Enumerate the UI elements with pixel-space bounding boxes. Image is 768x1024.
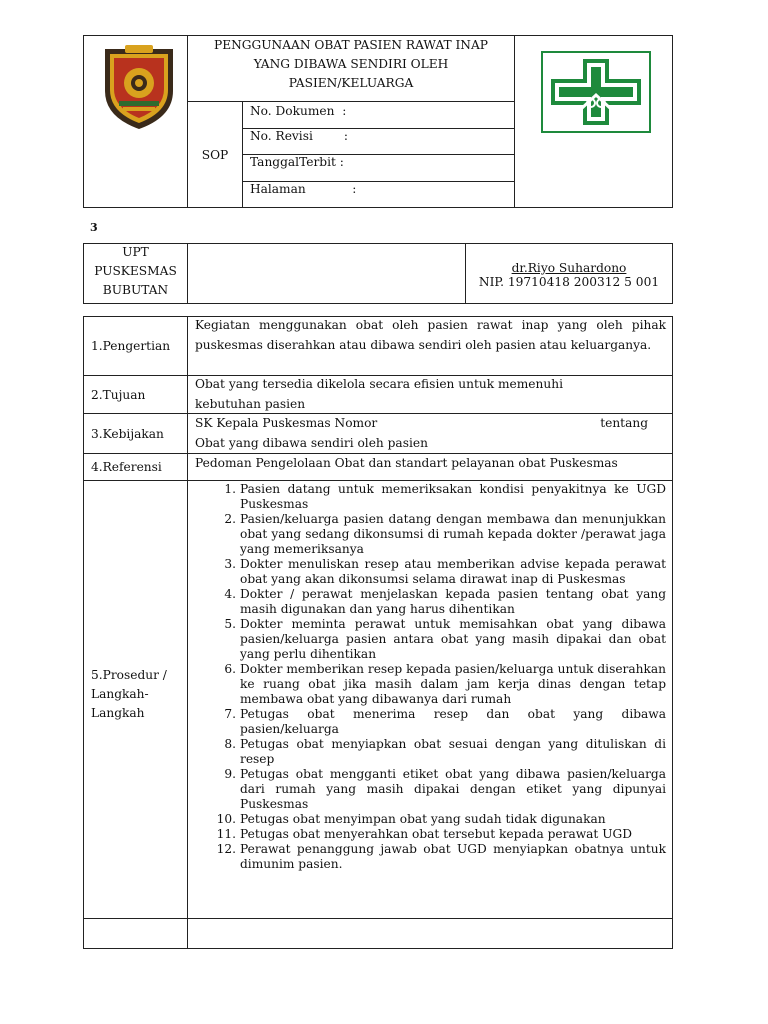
step-text: Perawat penanggung jawab obat UGD menyiapkan obatnya untuk dimunim pasien.	[240, 842, 666, 871]
title-line: PENGGUNAAN OBAT PASIEN RAWAT INAP	[214, 38, 488, 52]
section-text-tujuan: Obat yang tersedia dikelola secara efisien untuk memenuhi kebutuhan pasien	[195, 377, 563, 411]
kebijakan-tentang-text: tentang	[600, 416, 648, 430]
step-text: Petugas obat mengganti etiket obat yang dibawa pasien/keluarga dari rumah yang masih dipakai dengan etiket yang dipunyai Puskesmas	[240, 767, 666, 811]
step-number: 3.	[224, 557, 236, 571]
unit-name	[84, 243, 187, 303]
step-number: 12.	[216, 842, 236, 856]
step-text: Dokter meminta perawat untuk memisahkan obat yang dibawa pasien/keluarga pasien antara obat yang masih dipakai dan obat yang perlu dihentikan	[240, 617, 666, 661]
step-text: Pasien/keluarga pasien datang dengan membawa dan menunjukkan obat yang sedang dikonsumsi di rumah kepada dokter /perawat jaga yang memeriksanya	[240, 512, 666, 556]
step-text: Dokter memberikan resep kepada pasien/keluarga untuk diserahkan ke ruang obat jika masih dalam jam kerja dinas dengan tetap membawa obat yang dibawanya dari rumah	[240, 662, 666, 706]
section-label-tujuan: 2.Tujuan	[91, 387, 146, 402]
unit-line: PUSKESMAS	[94, 264, 177, 278]
kebijakan-sk-text: SK Kepala Puskesmas Nomor	[195, 416, 378, 430]
signer-name: dr.Riyo Suhardono	[511, 261, 627, 275]
step-number: 1.	[224, 482, 236, 496]
section-label-pengertian: 1.Pengertian	[91, 339, 171, 353]
procedure-step	[214, 737, 666, 767]
section-text-referensi: Pedoman Pengelolaan Obat dan standart pelayanan obat Puskesmas	[195, 456, 618, 470]
kebijakan-subject-text: Obat yang dibawa sendiri oleh pasien	[195, 436, 428, 450]
empty-row	[84, 919, 672, 948]
step-text: Petugas obat menyiapkan obat sesuai dengan yang dituliskan di resep	[240, 737, 666, 766]
step-text: Dokter / perawat menjelaskan kepada pasien tentang obat yang masih digunakan dan yang harus dihentikan	[240, 587, 666, 616]
document-title	[188, 36, 514, 100]
title-line: YANG DIBAWA SENDIRI OLEH	[253, 57, 449, 71]
step-number: 9.	[224, 767, 236, 781]
issue-date-field: TanggalTerbit :	[250, 155, 344, 169]
doc-number-field: No. Dokumen :	[250, 104, 347, 118]
unit-line: UPT	[122, 245, 149, 259]
procedure-step	[214, 617, 666, 662]
procedure-step	[214, 767, 666, 812]
step-number: 5.	[224, 617, 236, 631]
step-number: 10.	[216, 812, 236, 826]
step-number: 2.	[224, 512, 236, 526]
prosedur-label-line: 5.Prosedur /	[91, 668, 167, 682]
revision-field: No. Revisi :	[250, 129, 348, 143]
row-divider	[83, 480, 673, 481]
page-number: 3	[90, 221, 98, 234]
step-number: 8.	[224, 737, 236, 751]
step-number: 7.	[224, 707, 236, 721]
prosedur-label-line: Langkah	[91, 706, 145, 720]
procedure-step	[214, 482, 666, 512]
step-number: 4.	[224, 587, 236, 601]
step-text: Petugas obat menyimpan obat yang sudah tidak digunakan	[240, 812, 606, 826]
prosedur-label-line: Langkah-	[91, 687, 149, 701]
step-text: Petugas obat menerima resep dan obat yang dibawa pasien/keluarga	[240, 707, 666, 736]
page-field: Halaman :	[250, 182, 357, 196]
sop-label: SOP	[201, 148, 229, 162]
procedure-step	[214, 662, 666, 707]
header-divider	[514, 35, 515, 208]
step-text: Pasien datang untuk memeriksakan kondisi penyakitnya ke UGD Puskesmas	[240, 482, 666, 511]
step-text: Petugas obat menyerahkan obat tersebut kepada perawat UGD	[240, 827, 632, 841]
procedure-step	[214, 812, 666, 827]
step-text: Dokter menuliskan resep atau memberikan advise kepada perawat obat yang akan dikonsumsi selama dirawat inap di Puskesmas	[240, 557, 666, 586]
procedure-step	[214, 827, 666, 842]
procedure-step	[214, 707, 666, 737]
procedure-step	[214, 557, 666, 587]
section-label-referensi: 4.Referensi	[91, 460, 162, 474]
procedure-step	[214, 512, 666, 557]
org-divider	[187, 243, 188, 304]
step-number: 6.	[224, 662, 236, 676]
section-label-kebijakan: 3.Kebijakan	[91, 426, 164, 441]
puskesmas-cross-icon	[540, 50, 652, 134]
unit-line: BUBUTAN	[102, 283, 169, 297]
signer-nip: NIP. 19710418 200312 5 001	[478, 275, 660, 289]
section-text-kebijakan	[188, 411, 672, 453]
section-text-pengertian: Kegiatan menggunakan obat oleh pasien rawat inap yang oleh pihak puskesmas diserahkan atau dibawa sendiri oleh pasien atau keluarganya.	[195, 318, 666, 352]
procedure-list	[214, 482, 666, 872]
section-label-prosedur	[84, 666, 187, 723]
title-line: PASIEN/KELUARGA	[288, 76, 414, 90]
signer-block	[466, 261, 672, 289]
regional-crest-icon	[95, 42, 183, 132]
procedure-step	[214, 842, 666, 872]
procedure-step	[214, 587, 666, 617]
step-number: 11.	[216, 827, 236, 841]
